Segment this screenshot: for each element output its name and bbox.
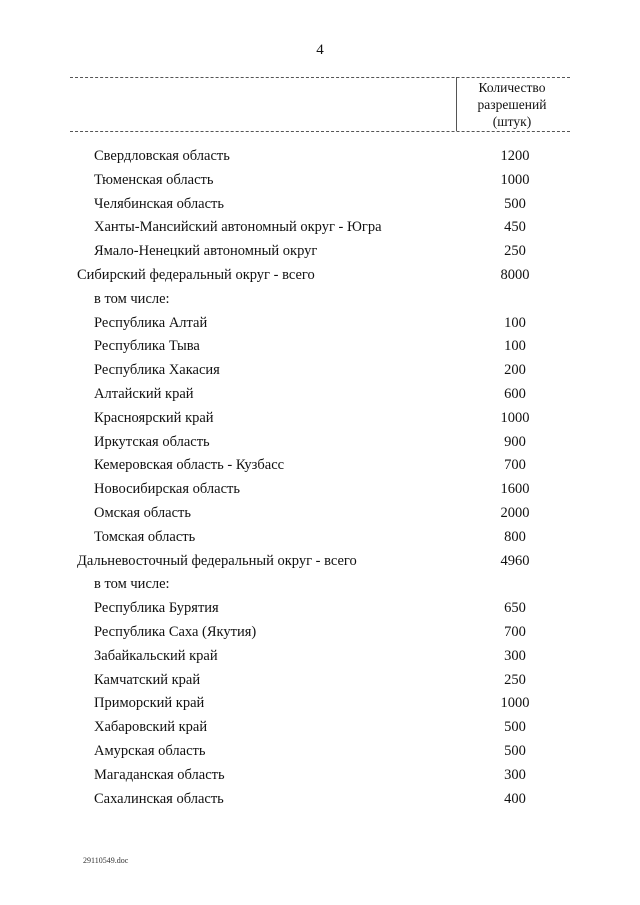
quantity-header-line-3: (штук) xyxy=(492,114,532,129)
region-name: Томская область xyxy=(94,528,196,545)
table-row xyxy=(0,597,640,621)
region-name: Республика Тыва xyxy=(94,338,200,355)
region-name: в том числе: xyxy=(94,290,170,307)
table-row xyxy=(0,788,640,812)
table-row xyxy=(0,407,640,431)
quantity-column-header xyxy=(458,79,566,130)
quantity-header-line-1: Количество xyxy=(478,80,546,95)
document-filename: 29110549.doc xyxy=(83,856,129,865)
region-name: Алтайский край xyxy=(94,385,194,402)
permit-quantity: 250 xyxy=(504,671,526,688)
quantity-header-line-2: разрешений xyxy=(477,97,547,112)
permit-quantity: 200 xyxy=(504,362,526,379)
region-name: Омская область xyxy=(94,504,191,521)
table-row xyxy=(0,431,640,455)
header-bottom-rule xyxy=(70,131,570,132)
region-name: Красноярский край xyxy=(94,409,214,426)
permit-quantity: 500 xyxy=(504,195,526,212)
permits-table-body xyxy=(0,145,640,811)
permit-quantity: 300 xyxy=(504,766,526,783)
table-row xyxy=(0,621,640,645)
table-row xyxy=(0,716,640,740)
region-name: Тюменская область xyxy=(94,171,214,188)
table-row xyxy=(0,692,640,716)
region-name: Республика Саха (Якутия) xyxy=(94,623,257,640)
region-name: Сахалинская область xyxy=(94,790,224,807)
region-name: Республика Бурятия xyxy=(94,600,219,617)
permit-quantity: 1200 xyxy=(500,148,530,164)
table-row xyxy=(0,502,640,526)
permit-quantity: 300 xyxy=(504,647,526,664)
permit-quantity: 1000 xyxy=(500,409,530,426)
region-name: в том числе: xyxy=(94,576,170,593)
region-name: Ханты-Мансийский автономный округ - Югра xyxy=(94,219,382,236)
table-row xyxy=(0,216,640,240)
permit-quantity: 1600 xyxy=(500,481,530,498)
region-name: Приморский край xyxy=(94,695,205,712)
region-name: Забайкальский край xyxy=(94,647,218,664)
permit-quantity: 100 xyxy=(504,314,526,331)
permit-quantity: 100 xyxy=(504,338,526,355)
region-name: Республика Хакасия xyxy=(94,362,220,379)
region-name: Хабаровский край xyxy=(94,719,208,736)
table-row xyxy=(0,669,640,693)
table-row xyxy=(0,764,640,788)
permit-quantity: 2000 xyxy=(500,504,530,521)
permit-quantity: 4960 xyxy=(500,552,530,569)
region-name: Кемеровская область - Кузбасс xyxy=(94,457,285,474)
permit-quantity: 450 xyxy=(504,219,526,236)
permit-quantity: 500 xyxy=(504,742,526,759)
table-row xyxy=(0,335,640,359)
table-row xyxy=(0,312,640,336)
column-divider xyxy=(456,77,457,131)
permit-quantity: 900 xyxy=(504,433,526,450)
table-row-subheading xyxy=(0,288,640,312)
table-row-total xyxy=(0,550,640,574)
region-name: Сибирский федеральный округ - всего xyxy=(77,266,315,283)
region-name: Камчатский край xyxy=(94,671,201,688)
permit-quantity: 500 xyxy=(504,719,526,736)
permit-quantity: 700 xyxy=(504,623,526,640)
table-row xyxy=(0,193,640,217)
permit-quantity: 650 xyxy=(504,600,526,617)
table-row xyxy=(0,359,640,383)
table-row xyxy=(0,645,640,669)
permit-quantity: 1000 xyxy=(500,171,530,188)
table-row-total xyxy=(0,264,640,288)
region-name: Амурская область xyxy=(94,742,206,759)
region-name: Республика Алтай xyxy=(94,314,208,331)
table-row xyxy=(0,169,640,193)
region-name: Ямало-Ненецкий автономный округ xyxy=(94,243,318,260)
table-row xyxy=(0,478,640,502)
permit-quantity: 800 xyxy=(504,528,526,545)
region-name: Дальневосточный федеральный округ - всего xyxy=(77,552,357,569)
table-row-subheading xyxy=(0,573,640,597)
permit-quantity: 1000 xyxy=(500,695,530,712)
permit-quantity: 400 xyxy=(504,790,526,807)
region-name: Свердловская область xyxy=(94,148,230,164)
table-row xyxy=(0,454,640,478)
table-row xyxy=(0,383,640,407)
permit-quantity: 250 xyxy=(504,243,526,260)
table-row xyxy=(0,526,640,550)
region-name: Челябинская область xyxy=(94,195,224,212)
permit-quantity: 8000 xyxy=(500,266,530,283)
region-name: Магаданская область xyxy=(94,766,225,783)
permit-quantity: 700 xyxy=(504,457,526,474)
region-name: Новосибирская область xyxy=(94,481,240,498)
table-top-rule xyxy=(70,77,570,78)
table-row xyxy=(0,145,640,169)
permit-quantity: 600 xyxy=(504,385,526,402)
table-row xyxy=(0,240,640,264)
region-name: Иркутская область xyxy=(94,433,210,450)
table-row xyxy=(0,740,640,764)
page-number: 4 xyxy=(316,42,324,58)
